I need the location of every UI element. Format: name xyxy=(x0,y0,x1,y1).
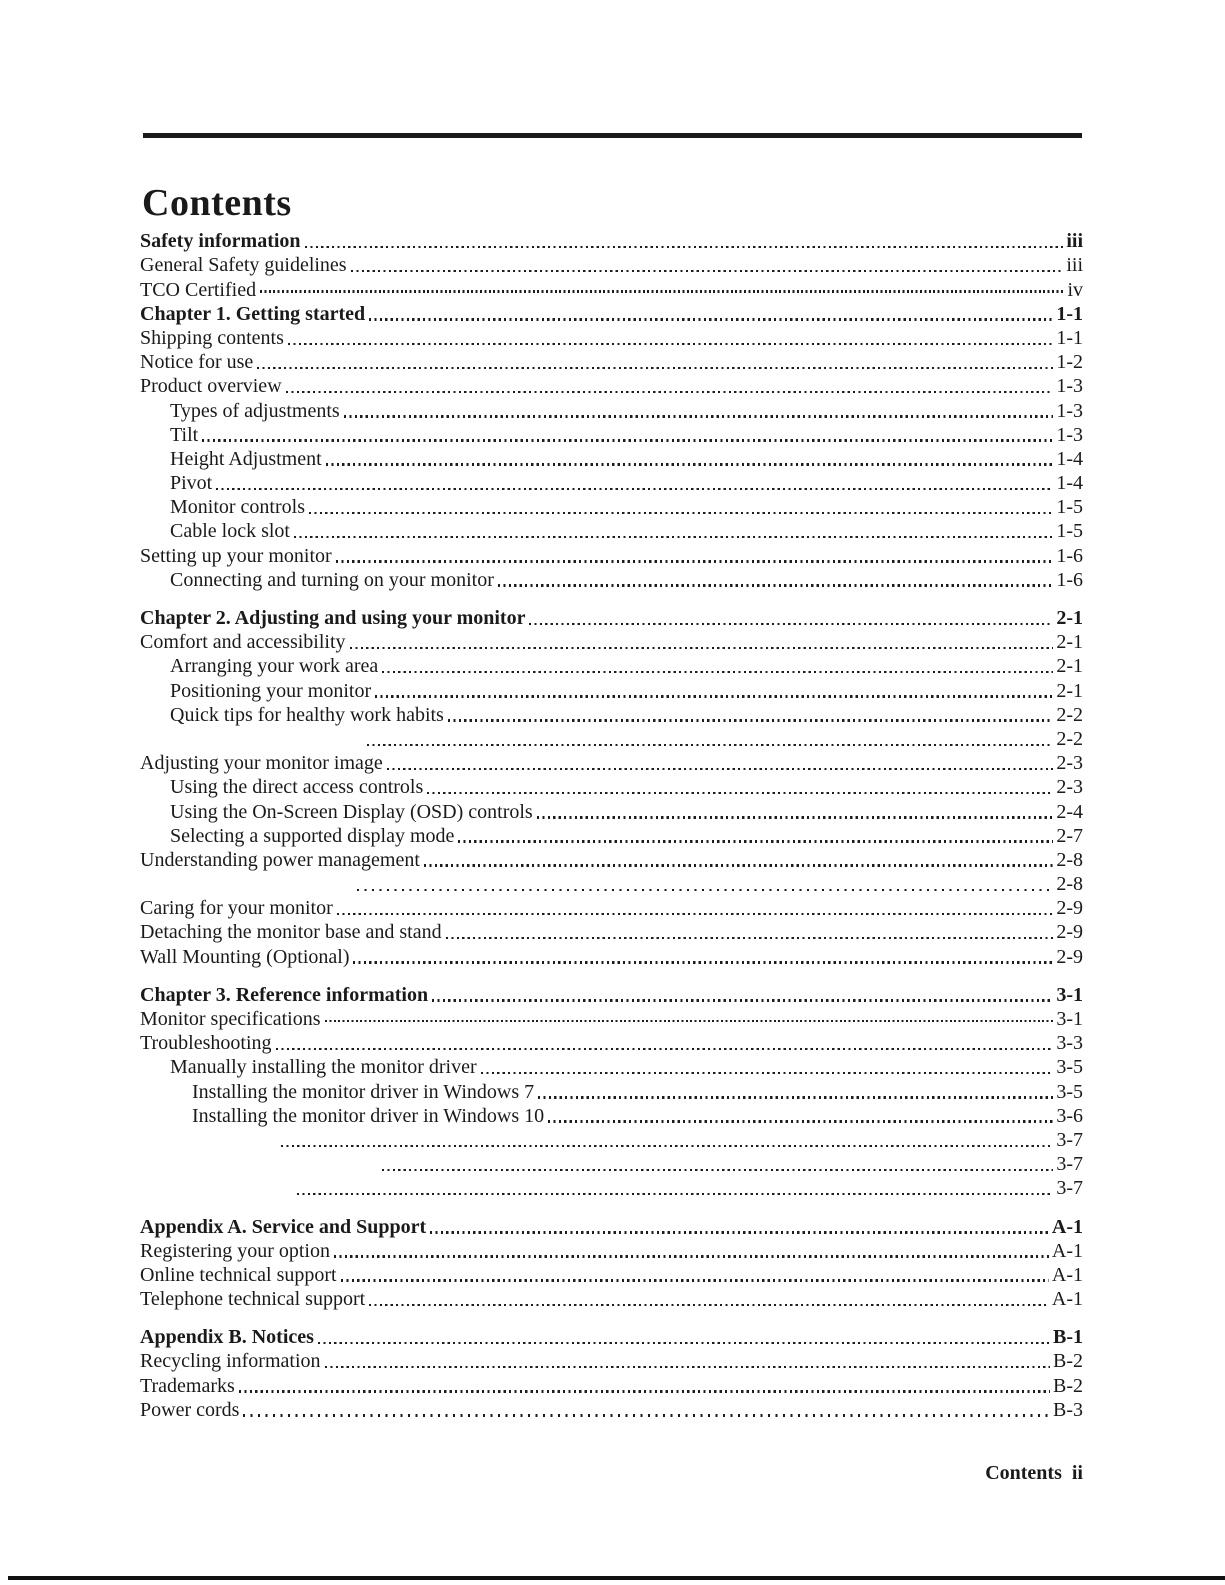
toc-entry-page: A-1 xyxy=(1051,1288,1083,1311)
toc-entry-page: 3-5 xyxy=(1056,1080,1083,1103)
toc-entry xyxy=(140,325,1083,349)
dot-leader xyxy=(350,647,1054,649)
toc-entry-label: Recycling information xyxy=(140,1350,321,1373)
dot-leader xyxy=(334,1255,1049,1257)
toc-entry xyxy=(140,1127,1083,1151)
dot-leader xyxy=(537,816,1054,818)
toc-entry-page: iii xyxy=(1066,254,1083,277)
dot-leader xyxy=(369,1304,1049,1306)
dot-leader xyxy=(325,1020,1054,1022)
toc-entry xyxy=(140,943,1083,967)
toc-entry xyxy=(140,774,1083,798)
toc-entry-label: Monitor specifications xyxy=(140,1008,321,1030)
dot-leader xyxy=(309,512,1053,514)
toc-entry-page: 1-4 xyxy=(1056,447,1083,470)
toc-entry-page: 1-1 xyxy=(1056,302,1083,325)
toc-entry-page: 2-2 xyxy=(1056,727,1083,750)
toc-entry-page: B-2 xyxy=(1053,1350,1083,1373)
toc-entry xyxy=(140,1213,1083,1237)
toc-entry-page: 3-7 xyxy=(1056,1128,1083,1151)
toc-entry-page: 1-3 xyxy=(1056,375,1083,398)
dot-leader xyxy=(367,744,1053,746)
dot-leader xyxy=(286,391,1054,393)
toc-entry-page: 2-9 xyxy=(1056,921,1083,944)
dot-leader xyxy=(448,719,1053,721)
toc-entry-label: Chapter 3. Reference information xyxy=(140,983,429,1006)
toc-entry-label: Connecting and turning on your monitor xyxy=(170,568,494,591)
toc-entry-page: 1-4 xyxy=(1056,472,1083,495)
dot-leader xyxy=(424,864,1053,866)
toc-entry xyxy=(140,1006,1083,1030)
toc-entry xyxy=(140,301,1083,325)
dot-leader xyxy=(481,1072,1054,1074)
toc-entry-label: Shipping contents xyxy=(140,326,284,349)
dot-leader xyxy=(276,1048,1054,1050)
toc-entry-page: 2-3 xyxy=(1056,752,1083,775)
dot-leader xyxy=(382,1169,1053,1171)
toc-entry-page: 1-5 xyxy=(1056,520,1083,543)
toc-entry-page: 3-3 xyxy=(1056,1032,1083,1055)
toc-entry-page: 1-1 xyxy=(1056,326,1083,349)
toc-entry-label: Notice for use xyxy=(140,351,254,374)
toc-entry-label: Chapter 1. Getting started xyxy=(140,302,366,325)
toc-entry-label: TCO Certified xyxy=(140,278,257,301)
footer-rule xyxy=(8,1576,1225,1580)
toc-entry xyxy=(140,518,1083,542)
toc-entry-page: 2-1 xyxy=(1056,607,1083,629)
toc-entry xyxy=(140,605,1083,629)
toc-entry-label: Setting up your monitor xyxy=(140,544,332,567)
toc-entry xyxy=(140,653,1083,677)
toc-entry xyxy=(140,228,1083,252)
toc-entry xyxy=(140,871,1083,895)
toc-entry xyxy=(140,1238,1083,1262)
toc-entry-label: Installing the monitor driver in Windows 7 xyxy=(192,1080,535,1103)
toc-entry xyxy=(140,629,1083,653)
dot-leader xyxy=(446,937,1054,939)
toc-entry-label: Safety information xyxy=(140,230,301,253)
dot-leader xyxy=(538,1096,1053,1098)
toc-entry-label: General Safety guidelines xyxy=(140,254,347,277)
toc-entry xyxy=(140,823,1083,847)
toc-entry xyxy=(140,726,1083,750)
dot-leader xyxy=(318,1342,1050,1344)
dot-leader xyxy=(281,1145,1053,1147)
toc-entry xyxy=(140,895,1083,919)
dot-leader xyxy=(202,439,1053,441)
toc-entry-label: Telephone technical support xyxy=(140,1288,366,1311)
toc-entry-page: 2-3 xyxy=(1056,776,1083,799)
toc-entry-page: 2-8 xyxy=(1056,848,1083,871)
toc-entry-page: 3-6 xyxy=(1056,1104,1083,1127)
toc-entry-page: A-1 xyxy=(1051,1215,1083,1238)
toc-entry-label: Positioning your monitor xyxy=(170,679,372,702)
dot-leader xyxy=(294,536,1053,538)
dot-leader xyxy=(297,1193,1053,1195)
dot-leader xyxy=(427,792,1053,794)
toc-entry-page: 2-2 xyxy=(1056,703,1083,726)
toc-entry xyxy=(140,847,1083,871)
toc-entry xyxy=(140,919,1083,943)
dot-leader xyxy=(375,695,1053,697)
toc-entry xyxy=(140,1151,1083,1175)
toc-entry xyxy=(140,1348,1083,1372)
toc-entry-label: Registering your option xyxy=(140,1239,330,1262)
toc-entry-page: iv xyxy=(1067,278,1083,301)
toc-entry-page: 2-9 xyxy=(1056,945,1083,968)
dot-leader xyxy=(325,1366,1050,1368)
toc-entry-page: 1-6 xyxy=(1056,568,1083,591)
toc-entry xyxy=(140,252,1083,276)
toc-entry xyxy=(140,677,1083,701)
toc-entry xyxy=(140,798,1083,822)
toc-entry xyxy=(140,446,1083,470)
dot-leader xyxy=(243,1414,1050,1416)
toc-entry xyxy=(140,542,1083,566)
toc-entry xyxy=(140,1103,1083,1127)
toc-entry-label: Monitor controls xyxy=(170,496,305,519)
footer-section-label: Contents xyxy=(985,1462,1062,1484)
toc-entry-label: Using the direct access controls xyxy=(170,776,424,799)
toc-entry-label: Product overview xyxy=(140,375,282,398)
toc-entry-label: Cable lock slot xyxy=(170,520,290,543)
toc-entry-page: 1-3 xyxy=(1056,423,1083,446)
dot-leader xyxy=(382,671,1053,673)
toc-entry-label: Quick tips for healthy work habits xyxy=(170,703,444,726)
dot-leader xyxy=(257,367,1053,369)
dot-leader xyxy=(353,961,1053,963)
dot-leader xyxy=(458,840,1053,842)
dot-leader xyxy=(216,488,1053,490)
footer-page-number: ii xyxy=(1071,1462,1083,1484)
dot-leader xyxy=(529,623,1053,625)
toc-entry-page: 3-7 xyxy=(1056,1153,1083,1176)
toc-entry xyxy=(140,750,1083,774)
toc-entry xyxy=(140,1054,1083,1078)
dot-leader xyxy=(387,768,1054,770)
toc-entry-page: A-1 xyxy=(1051,1239,1083,1262)
toc-entry-label: Pivot xyxy=(170,472,213,495)
dot-leader xyxy=(305,246,1064,248)
toc-entry-page: 3-7 xyxy=(1056,1177,1083,1200)
toc-entry xyxy=(140,1397,1083,1421)
toc-entry xyxy=(140,1286,1083,1310)
toc-entry xyxy=(140,1175,1083,1199)
toc-entry xyxy=(140,567,1083,591)
header-rule xyxy=(143,133,1082,138)
toc-entry-label: Detaching the monitor base and stand xyxy=(140,921,442,944)
toc-entry-label: Troubleshooting xyxy=(140,1032,272,1055)
dot-leader xyxy=(430,1231,1049,1233)
toc-entry-page: 3-1 xyxy=(1056,983,1083,1006)
toc-entry xyxy=(140,982,1083,1006)
toc-entry-label: Online technical support xyxy=(140,1263,337,1286)
toc-entry-page: 2-1 xyxy=(1056,679,1083,702)
toc-entry-page: B-1 xyxy=(1053,1326,1083,1349)
toc-entry-label: Arranging your work area xyxy=(170,655,379,678)
dot-leader xyxy=(357,889,1053,891)
toc-entry-page: A-1 xyxy=(1051,1263,1083,1286)
toc-entry-page: 1-6 xyxy=(1056,544,1083,567)
toc-entry-label: Appendix B. Notices xyxy=(140,1326,314,1349)
toc-entry xyxy=(140,1324,1083,1348)
dot-leader xyxy=(351,270,1064,272)
dot-leader xyxy=(336,560,1054,562)
toc-entry xyxy=(140,470,1083,494)
toc-entry-page: 3-5 xyxy=(1056,1056,1083,1079)
toc-entry-label: Height Adjustment xyxy=(170,447,322,470)
toc-entry-page: 1-5 xyxy=(1056,496,1083,519)
toc-entry-page: 2-8 xyxy=(1056,873,1083,896)
dot-leader xyxy=(239,1390,1050,1392)
toc-entry-label: Types of adjustments xyxy=(170,399,340,422)
toc-entry xyxy=(140,494,1083,518)
dot-leader xyxy=(344,415,1054,417)
toc-entry xyxy=(140,1372,1083,1396)
toc-entry xyxy=(140,422,1083,446)
table-of-contents xyxy=(140,228,1083,1421)
toc-entry xyxy=(140,702,1083,726)
toc-entry xyxy=(140,1262,1083,1286)
toc-entry-page: B-2 xyxy=(1053,1374,1083,1397)
dot-leader xyxy=(341,1279,1049,1281)
toc-entry xyxy=(140,1030,1083,1054)
toc-entry-label: Understanding power management xyxy=(140,848,420,871)
toc-entry-label: Installing the monitor driver in Windows 10 xyxy=(192,1104,545,1127)
toc-entry xyxy=(140,397,1083,421)
dot-leader xyxy=(369,318,1053,320)
toc-entry xyxy=(140,276,1083,300)
dot-leader xyxy=(337,913,1054,915)
toc-entry-page: 2-1 xyxy=(1056,631,1083,654)
dot-leader xyxy=(548,1120,1053,1122)
toc-entry-label: Adjusting your monitor image xyxy=(140,752,383,775)
dot-leader xyxy=(498,584,1053,586)
dot-leader xyxy=(432,999,1053,1001)
dot-leader xyxy=(288,343,1053,345)
toc-entry xyxy=(140,349,1083,373)
toc-entry-label: Wall Mounting (Optional) xyxy=(140,945,350,968)
toc-entry-label: Comfort and accessibility xyxy=(140,631,346,654)
toc-entry-page: B-3 xyxy=(1053,1398,1083,1421)
toc-entry-page: 2-1 xyxy=(1056,655,1083,678)
toc-entry-page: 2-4 xyxy=(1056,800,1083,823)
toc-entry-page: 2-9 xyxy=(1056,897,1083,920)
toc-entry-label: Caring for your monitor xyxy=(140,897,333,920)
toc-entry-page: 1-3 xyxy=(1056,399,1083,422)
toc-entry-page: 2-7 xyxy=(1056,824,1083,847)
page-footer xyxy=(985,1462,1083,1485)
toc-entry-label: Using the On-Screen Display (OSD) controls xyxy=(170,800,533,823)
toc-entry-label: Tilt xyxy=(170,423,199,446)
toc-entry xyxy=(140,1078,1083,1102)
toc-entry-label: Appendix A. Service and Support xyxy=(140,1215,427,1238)
toc-entry-label: Power cords xyxy=(140,1398,240,1421)
page-title: Contents xyxy=(142,182,292,225)
toc-entry-page: 1-2 xyxy=(1056,351,1083,374)
toc-entry-label: Trademarks xyxy=(140,1374,235,1397)
toc-entry-page: iii xyxy=(1066,230,1083,253)
dot-leader xyxy=(260,290,1064,292)
toc-entry-label: Selecting a supported display mode xyxy=(170,824,455,847)
toc-entry-label: Manually installing the monitor driver xyxy=(170,1056,477,1079)
toc-entry xyxy=(140,373,1083,397)
toc-entry-label: Chapter 2. Adjusting and using your monitor xyxy=(140,607,526,629)
dot-leader xyxy=(326,463,1054,465)
toc-entry-page: 3-1 xyxy=(1056,1008,1083,1030)
